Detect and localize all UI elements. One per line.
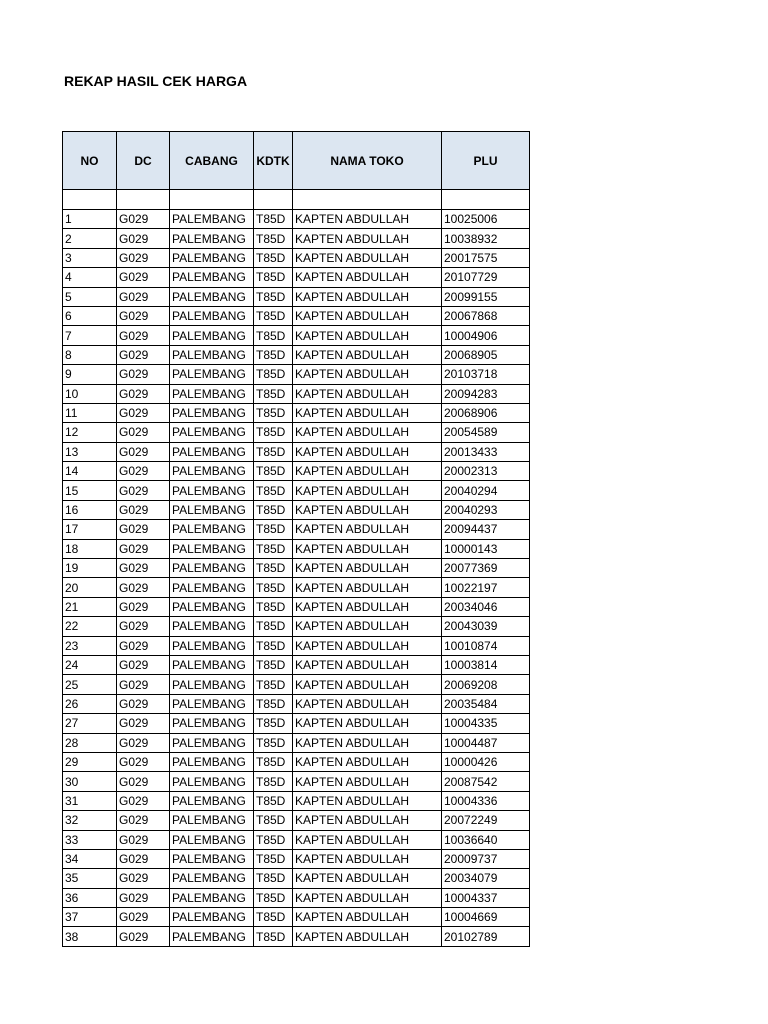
table-row: [63, 869, 530, 888]
cell-cabang: PALEMBANG: [170, 287, 254, 306]
cell-plu: 20040294: [442, 481, 530, 500]
cell-dc: G029: [117, 675, 170, 694]
table-row: [63, 636, 530, 655]
cell-no: 37: [63, 908, 117, 927]
blank-cell: [442, 190, 530, 210]
cell-kdtk: T85D: [254, 306, 293, 325]
cell-no: 22: [63, 617, 117, 636]
cell-kdtk: T85D: [254, 752, 293, 771]
table-header-row: [63, 132, 530, 190]
cell-dc: G029: [117, 462, 170, 481]
cell-plu: 20102789: [442, 927, 530, 946]
cell-dc: G029: [117, 617, 170, 636]
table-row: [63, 888, 530, 907]
cell-cabang: PALEMBANG: [170, 210, 254, 229]
cell-no: 32: [63, 811, 117, 830]
cell-dc: G029: [117, 791, 170, 810]
cell-dc: G029: [117, 326, 170, 345]
cell-cabang: PALEMBANG: [170, 869, 254, 888]
cell-plu: 20054589: [442, 423, 530, 442]
cell-kdtk: T85D: [254, 403, 293, 422]
cell-no: 27: [63, 714, 117, 733]
cell-kdtk: T85D: [254, 287, 293, 306]
cell-nama-toko: KAPTEN ABDULLAH: [293, 462, 442, 481]
cell-plu: 20034046: [442, 597, 530, 616]
cell-cabang: PALEMBANG: [170, 306, 254, 325]
cell-kdtk: T85D: [254, 365, 293, 384]
cell-kdtk: T85D: [254, 481, 293, 500]
table-row: [63, 403, 530, 422]
cell-cabang: PALEMBANG: [170, 326, 254, 345]
cell-dc: G029: [117, 306, 170, 325]
cell-dc: G029: [117, 345, 170, 364]
cell-kdtk: T85D: [254, 888, 293, 907]
cell-dc: G029: [117, 384, 170, 403]
table-row: [63, 597, 530, 616]
cell-plu: 20107729: [442, 268, 530, 287]
cell-nama-toko: KAPTEN ABDULLAH: [293, 500, 442, 519]
cell-no: 6: [63, 306, 117, 325]
cell-plu: 20077369: [442, 559, 530, 578]
table-row: [63, 287, 530, 306]
cell-kdtk: T85D: [254, 345, 293, 364]
table-row: [63, 675, 530, 694]
table-row: [63, 655, 530, 674]
cell-plu: 10004337: [442, 888, 530, 907]
cell-nama-toko: KAPTEN ABDULLAH: [293, 849, 442, 868]
column-header-plu: PLU: [442, 132, 530, 190]
cell-kdtk: T85D: [254, 210, 293, 229]
cell-cabang: PALEMBANG: [170, 636, 254, 655]
table-row: [63, 539, 530, 558]
cell-no: 26: [63, 694, 117, 713]
cell-cabang: PALEMBANG: [170, 520, 254, 539]
cell-cabang: PALEMBANG: [170, 481, 254, 500]
cell-dc: G029: [117, 849, 170, 868]
cell-cabang: PALEMBANG: [170, 559, 254, 578]
cell-no: 35: [63, 869, 117, 888]
cell-cabang: PALEMBANG: [170, 442, 254, 461]
cell-kdtk: T85D: [254, 927, 293, 946]
cell-plu: 20099155: [442, 287, 530, 306]
cell-kdtk: T85D: [254, 617, 293, 636]
cell-kdtk: T85D: [254, 384, 293, 403]
table-row: [63, 423, 530, 442]
table-row: [63, 927, 530, 946]
blank-row: [63, 190, 530, 210]
cell-no: 16: [63, 500, 117, 519]
blank-cell: [293, 190, 442, 210]
column-header-kdtk: KDTK: [254, 132, 293, 190]
cell-nama-toko: KAPTEN ABDULLAH: [293, 617, 442, 636]
cell-nama-toko: KAPTEN ABDULLAH: [293, 442, 442, 461]
cell-dc: G029: [117, 210, 170, 229]
cell-no: 9: [63, 365, 117, 384]
cell-plu: 10004336: [442, 791, 530, 810]
cell-no: 8: [63, 345, 117, 364]
cell-cabang: PALEMBANG: [170, 423, 254, 442]
cell-cabang: PALEMBANG: [170, 539, 254, 558]
cell-kdtk: T85D: [254, 772, 293, 791]
cell-kdtk: T85D: [254, 559, 293, 578]
cell-no: 36: [63, 888, 117, 907]
cell-no: 23: [63, 636, 117, 655]
cell-plu: 10004335: [442, 714, 530, 733]
cell-dc: G029: [117, 287, 170, 306]
cell-nama-toko: KAPTEN ABDULLAH: [293, 752, 442, 771]
cell-cabang: PALEMBANG: [170, 578, 254, 597]
cell-plu: 20040293: [442, 500, 530, 519]
cell-no: 13: [63, 442, 117, 461]
cell-no: 20: [63, 578, 117, 597]
cell-kdtk: T85D: [254, 597, 293, 616]
cell-dc: G029: [117, 578, 170, 597]
table-row: [63, 617, 530, 636]
cell-dc: G029: [117, 772, 170, 791]
cell-dc: G029: [117, 229, 170, 248]
cell-nama-toko: KAPTEN ABDULLAH: [293, 869, 442, 888]
cell-no: 3: [63, 248, 117, 267]
cell-nama-toko: KAPTEN ABDULLAH: [293, 733, 442, 752]
table-row: [63, 811, 530, 830]
cell-nama-toko: KAPTEN ABDULLAH: [293, 811, 442, 830]
cell-nama-toko: KAPTEN ABDULLAH: [293, 694, 442, 713]
cell-kdtk: T85D: [254, 655, 293, 674]
cell-nama-toko: KAPTEN ABDULLAH: [293, 210, 442, 229]
table-row: [63, 791, 530, 810]
cell-nama-toko: KAPTEN ABDULLAH: [293, 597, 442, 616]
cell-plu: 10036640: [442, 830, 530, 849]
cell-no: 5: [63, 287, 117, 306]
cell-no: 12: [63, 423, 117, 442]
cell-kdtk: T85D: [254, 462, 293, 481]
cell-no: 7: [63, 326, 117, 345]
cell-plu: 10025006: [442, 210, 530, 229]
cell-no: 24: [63, 655, 117, 674]
cell-cabang: PALEMBANG: [170, 403, 254, 422]
cell-cabang: PALEMBANG: [170, 714, 254, 733]
cell-cabang: PALEMBANG: [170, 617, 254, 636]
cell-nama-toko: KAPTEN ABDULLAH: [293, 578, 442, 597]
cell-dc: G029: [117, 927, 170, 946]
cell-cabang: PALEMBANG: [170, 268, 254, 287]
cell-plu: 10003814: [442, 655, 530, 674]
cell-plu: 10022197: [442, 578, 530, 597]
cell-nama-toko: KAPTEN ABDULLAH: [293, 830, 442, 849]
cell-nama-toko: KAPTEN ABDULLAH: [293, 287, 442, 306]
cell-plu: 20035484: [442, 694, 530, 713]
cell-cabang: PALEMBANG: [170, 733, 254, 752]
cell-cabang: PALEMBANG: [170, 694, 254, 713]
cell-cabang: PALEMBANG: [170, 655, 254, 674]
cell-cabang: PALEMBANG: [170, 830, 254, 849]
cell-cabang: PALEMBANG: [170, 248, 254, 267]
column-header-cabang: CABANG: [170, 132, 254, 190]
table-row: [63, 248, 530, 267]
table-row: [63, 210, 530, 229]
cell-nama-toko: KAPTEN ABDULLAH: [293, 365, 442, 384]
cell-dc: G029: [117, 811, 170, 830]
cell-dc: G029: [117, 248, 170, 267]
table-row: [63, 442, 530, 461]
cell-kdtk: T85D: [254, 791, 293, 810]
cell-nama-toko: KAPTEN ABDULLAH: [293, 636, 442, 655]
cell-nama-toko: KAPTEN ABDULLAH: [293, 675, 442, 694]
cell-nama-toko: KAPTEN ABDULLAH: [293, 481, 442, 500]
cell-nama-toko: KAPTEN ABDULLAH: [293, 229, 442, 248]
cell-no: 1: [63, 210, 117, 229]
cell-plu: 20094283: [442, 384, 530, 403]
cell-cabang: PALEMBANG: [170, 365, 254, 384]
cell-plu: 20034079: [442, 869, 530, 888]
cell-cabang: PALEMBANG: [170, 597, 254, 616]
table-row: [63, 772, 530, 791]
cell-no: 2: [63, 229, 117, 248]
cell-cabang: PALEMBANG: [170, 345, 254, 364]
cell-plu: 20094437: [442, 520, 530, 539]
cell-no: 33: [63, 830, 117, 849]
column-header-no: NO: [63, 132, 117, 190]
cell-cabang: PALEMBANG: [170, 229, 254, 248]
cell-dc: G029: [117, 500, 170, 519]
cell-nama-toko: KAPTEN ABDULLAH: [293, 306, 442, 325]
cell-cabang: PALEMBANG: [170, 462, 254, 481]
document-title: REKAP HASIL CEK HARGA: [64, 73, 248, 89]
cell-nama-toko: KAPTEN ABDULLAH: [293, 559, 442, 578]
cell-dc: G029: [117, 442, 170, 461]
cell-no: 30: [63, 772, 117, 791]
blank-cell: [117, 190, 170, 210]
column-header-dc: DC: [117, 132, 170, 190]
blank-cell: [63, 190, 117, 210]
table-row: [63, 714, 530, 733]
cell-plu: 20069208: [442, 675, 530, 694]
cell-nama-toko: KAPTEN ABDULLAH: [293, 655, 442, 674]
cell-cabang: PALEMBANG: [170, 675, 254, 694]
cell-plu: 20072249: [442, 811, 530, 830]
cell-plu: 20017575: [442, 248, 530, 267]
cell-nama-toko: KAPTEN ABDULLAH: [293, 888, 442, 907]
cell-kdtk: T85D: [254, 675, 293, 694]
cell-nama-toko: KAPTEN ABDULLAH: [293, 927, 442, 946]
cell-dc: G029: [117, 481, 170, 500]
cell-kdtk: T85D: [254, 636, 293, 655]
cell-kdtk: T85D: [254, 733, 293, 752]
column-header-nama-toko: NAMA TOKO: [293, 132, 442, 190]
cell-nama-toko: KAPTEN ABDULLAH: [293, 248, 442, 267]
table-row: [63, 229, 530, 248]
cell-dc: G029: [117, 752, 170, 771]
cell-dc: G029: [117, 888, 170, 907]
cell-cabang: PALEMBANG: [170, 888, 254, 907]
cell-kdtk: T85D: [254, 830, 293, 849]
cell-nama-toko: KAPTEN ABDULLAH: [293, 539, 442, 558]
cell-dc: G029: [117, 520, 170, 539]
cell-dc: G029: [117, 559, 170, 578]
cell-cabang: PALEMBANG: [170, 927, 254, 946]
cell-dc: G029: [117, 268, 170, 287]
cell-dc: G029: [117, 403, 170, 422]
cell-no: 15: [63, 481, 117, 500]
cell-kdtk: T85D: [254, 520, 293, 539]
table-row: [63, 752, 530, 771]
table-row: [63, 365, 530, 384]
cell-no: 28: [63, 733, 117, 752]
blank-cell: [254, 190, 293, 210]
cell-kdtk: T85D: [254, 500, 293, 519]
cell-plu: 20009737: [442, 849, 530, 868]
cell-no: 34: [63, 849, 117, 868]
table-row: [63, 326, 530, 345]
cell-plu: 20013433: [442, 442, 530, 461]
cell-nama-toko: KAPTEN ABDULLAH: [293, 423, 442, 442]
price-check-table: [62, 131, 530, 947]
cell-kdtk: T85D: [254, 578, 293, 597]
cell-no: 31: [63, 791, 117, 810]
cell-no: 29: [63, 752, 117, 771]
cell-nama-toko: KAPTEN ABDULLAH: [293, 384, 442, 403]
cell-plu: 20068905: [442, 345, 530, 364]
cell-nama-toko: KAPTEN ABDULLAH: [293, 908, 442, 927]
table-row: [63, 578, 530, 597]
table-row: [63, 849, 530, 868]
table-row: [63, 345, 530, 364]
cell-no: 18: [63, 539, 117, 558]
table-row: [63, 481, 530, 500]
table-row: [63, 908, 530, 927]
table-row: [63, 694, 530, 713]
cell-plu: 10038932: [442, 229, 530, 248]
cell-plu: 10000426: [442, 752, 530, 771]
cell-plu: 20068906: [442, 403, 530, 422]
cell-kdtk: T85D: [254, 423, 293, 442]
cell-cabang: PALEMBANG: [170, 791, 254, 810]
cell-kdtk: T85D: [254, 268, 293, 287]
cell-kdtk: T85D: [254, 442, 293, 461]
table-row: [63, 384, 530, 403]
cell-kdtk: T85D: [254, 849, 293, 868]
cell-cabang: PALEMBANG: [170, 752, 254, 771]
cell-no: 38: [63, 927, 117, 946]
cell-kdtk: T85D: [254, 248, 293, 267]
cell-dc: G029: [117, 423, 170, 442]
cell-kdtk: T85D: [254, 229, 293, 248]
cell-cabang: PALEMBANG: [170, 772, 254, 791]
table-row: [63, 306, 530, 325]
cell-cabang: PALEMBANG: [170, 500, 254, 519]
cell-nama-toko: KAPTEN ABDULLAH: [293, 791, 442, 810]
cell-no: 17: [63, 520, 117, 539]
cell-no: 21: [63, 597, 117, 616]
cell-dc: G029: [117, 830, 170, 849]
cell-dc: G029: [117, 539, 170, 558]
cell-plu: 20067868: [442, 306, 530, 325]
cell-plu: 10004669: [442, 908, 530, 927]
cell-cabang: PALEMBANG: [170, 811, 254, 830]
cell-dc: G029: [117, 908, 170, 927]
cell-kdtk: T85D: [254, 869, 293, 888]
cell-nama-toko: KAPTEN ABDULLAH: [293, 520, 442, 539]
cell-plu: 10010874: [442, 636, 530, 655]
table-row: [63, 500, 530, 519]
table-row: [63, 559, 530, 578]
cell-dc: G029: [117, 869, 170, 888]
cell-plu: 10000143: [442, 539, 530, 558]
cell-no: 19: [63, 559, 117, 578]
cell-no: 14: [63, 462, 117, 481]
cell-kdtk: T85D: [254, 694, 293, 713]
cell-no: 4: [63, 268, 117, 287]
cell-plu: 10004906: [442, 326, 530, 345]
cell-nama-toko: KAPTEN ABDULLAH: [293, 268, 442, 287]
cell-dc: G029: [117, 733, 170, 752]
cell-kdtk: T85D: [254, 908, 293, 927]
cell-dc: G029: [117, 655, 170, 674]
cell-no: 25: [63, 675, 117, 694]
cell-nama-toko: KAPTEN ABDULLAH: [293, 345, 442, 364]
cell-nama-toko: KAPTEN ABDULLAH: [293, 326, 442, 345]
table-row: [63, 520, 530, 539]
table-row: [63, 830, 530, 849]
table-row: [63, 733, 530, 752]
table-row: [63, 462, 530, 481]
cell-dc: G029: [117, 636, 170, 655]
cell-no: 11: [63, 403, 117, 422]
cell-plu: 20103718: [442, 365, 530, 384]
cell-kdtk: T85D: [254, 714, 293, 733]
blank-cell: [170, 190, 254, 210]
cell-plu: 20087542: [442, 772, 530, 791]
cell-cabang: PALEMBANG: [170, 384, 254, 403]
cell-nama-toko: KAPTEN ABDULLAH: [293, 714, 442, 733]
cell-dc: G029: [117, 365, 170, 384]
cell-plu: 20043039: [442, 617, 530, 636]
cell-kdtk: T85D: [254, 539, 293, 558]
cell-plu: 10004487: [442, 733, 530, 752]
cell-dc: G029: [117, 714, 170, 733]
cell-nama-toko: KAPTEN ABDULLAH: [293, 403, 442, 422]
cell-kdtk: T85D: [254, 811, 293, 830]
cell-cabang: PALEMBANG: [170, 849, 254, 868]
cell-nama-toko: KAPTEN ABDULLAH: [293, 772, 442, 791]
table-body: [63, 190, 530, 947]
cell-dc: G029: [117, 694, 170, 713]
cell-kdtk: T85D: [254, 326, 293, 345]
table-row: [63, 268, 530, 287]
cell-dc: G029: [117, 597, 170, 616]
cell-no: 10: [63, 384, 117, 403]
cell-cabang: PALEMBANG: [170, 908, 254, 927]
cell-plu: 20002313: [442, 462, 530, 481]
